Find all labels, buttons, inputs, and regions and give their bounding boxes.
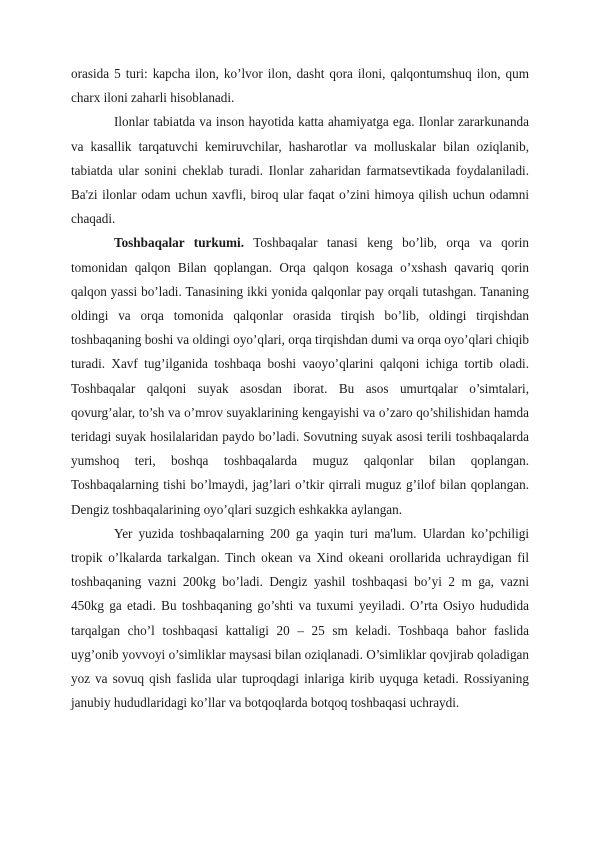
paragraph-2: Ilonlar tabiatda va inson hayotida katta ahamiyatga ega. Ilonlar zararkunanda va kasallik tarqatuvchi kemiruvchilar, hasharotlar va molluskalar bilan oziqlanib, tabiatda ular sonini cheklab turadi. Ilonlar zaharidan farmatsevtikada foydalaniladi. Ba'zi ilonlar odam uchun xavfli, biroq ular faqat o’zini himoya qilish uchun odamni chaqadi.	[71, 114, 529, 227]
paragraph-3-body: Toshbaqalar tanasi keng bo’lib, orqa va qorin tomonidan qalqon Bilan qoplangan. Orqa qalqon kosaga o’xshash qavariq qorin qalqon yassi bo’ladi. Tanasining ikki yonida qalqonlar pay orqali tutashgan. Tananing oldingi va orqa tomonida qalqonlar orasida tirqish bo’lib, oldingi tirqishdan toshbaqaning boshi va oldingi oyo’qlari, orqa tirqishdan dumi va orqa oyo’qlari chiqib turadi. Xavf tug’ilganida toshbaqa boshi vaoyo’qlarini qalqoni ichiga tortib oladi. Toshbaqalar qalqoni suyak asosdan iborat. Bu asos umurtqalar o’simtalari, qovurg’alar, to’sh va o’mrov suyaklarining kengayishi va o’zaro qo’shilishidan hamda teridagi suyak hosilalaridan paydo bo’ladi. Sovutning suyak asosi terili toshbaqalarda yumshoq teri, boshqa toshbaqalarda muguz qalqonlar bilan qoplangan. Toshbaqalarning tishi bo’lmaydi, jag’lari o’tkir qirrali muguz g’ilof bilan qoplangan. Dengiz toshbaqalarining oyo’qlari suzgich eshkakka aylangan.	[71, 235, 529, 517]
paragraph-1: orasida 5 turi: kapcha ilon, ko’lvor ilon, dasht qora iloni, qalqontumshuq ilon, qum charx iloni zaharli hisoblanadi.	[71, 66, 529, 106]
paragraph-3	[71, 231, 529, 521]
paragraph-4: Yer yuzida toshbaqalarning 200 ga yaqin turi ma'lum. Ulardan ko’pchiligi tropik o’lkalarda tarkalgan. Tinch okean va Xind okeani orollarida uchraydigan fil toshbaqaning vazni 200kg bo’ladi. Dengiz yashil toshbaqasi bo’yi 2 m ga, vazni 450kg ga etadi. Bu toshbaqaning go’shti va tuxumi yeyiladi. O’rta Osiyo hududida tarqalgan cho’l toshbaqasi kattaligi 20 – 25 sm keladi. Toshbaqa bahor faslida uyg’onib yovvoyi o’simliklar maysasi bilan oziqlanadi. O’simliklar qovjirab qoladigan yoz va sovuq qish faslida ular tuproqdagi inlariga kirib uyquga ketadi. Rossiyaning janubiy hududlaridagi ko’llar va botqoqlarda botqoq toshbaqasi uchraydi.	[71, 525, 529, 711]
section-heading: Toshbaqalar turkumi.	[114, 235, 245, 251]
document-page	[71, 62, 529, 715]
